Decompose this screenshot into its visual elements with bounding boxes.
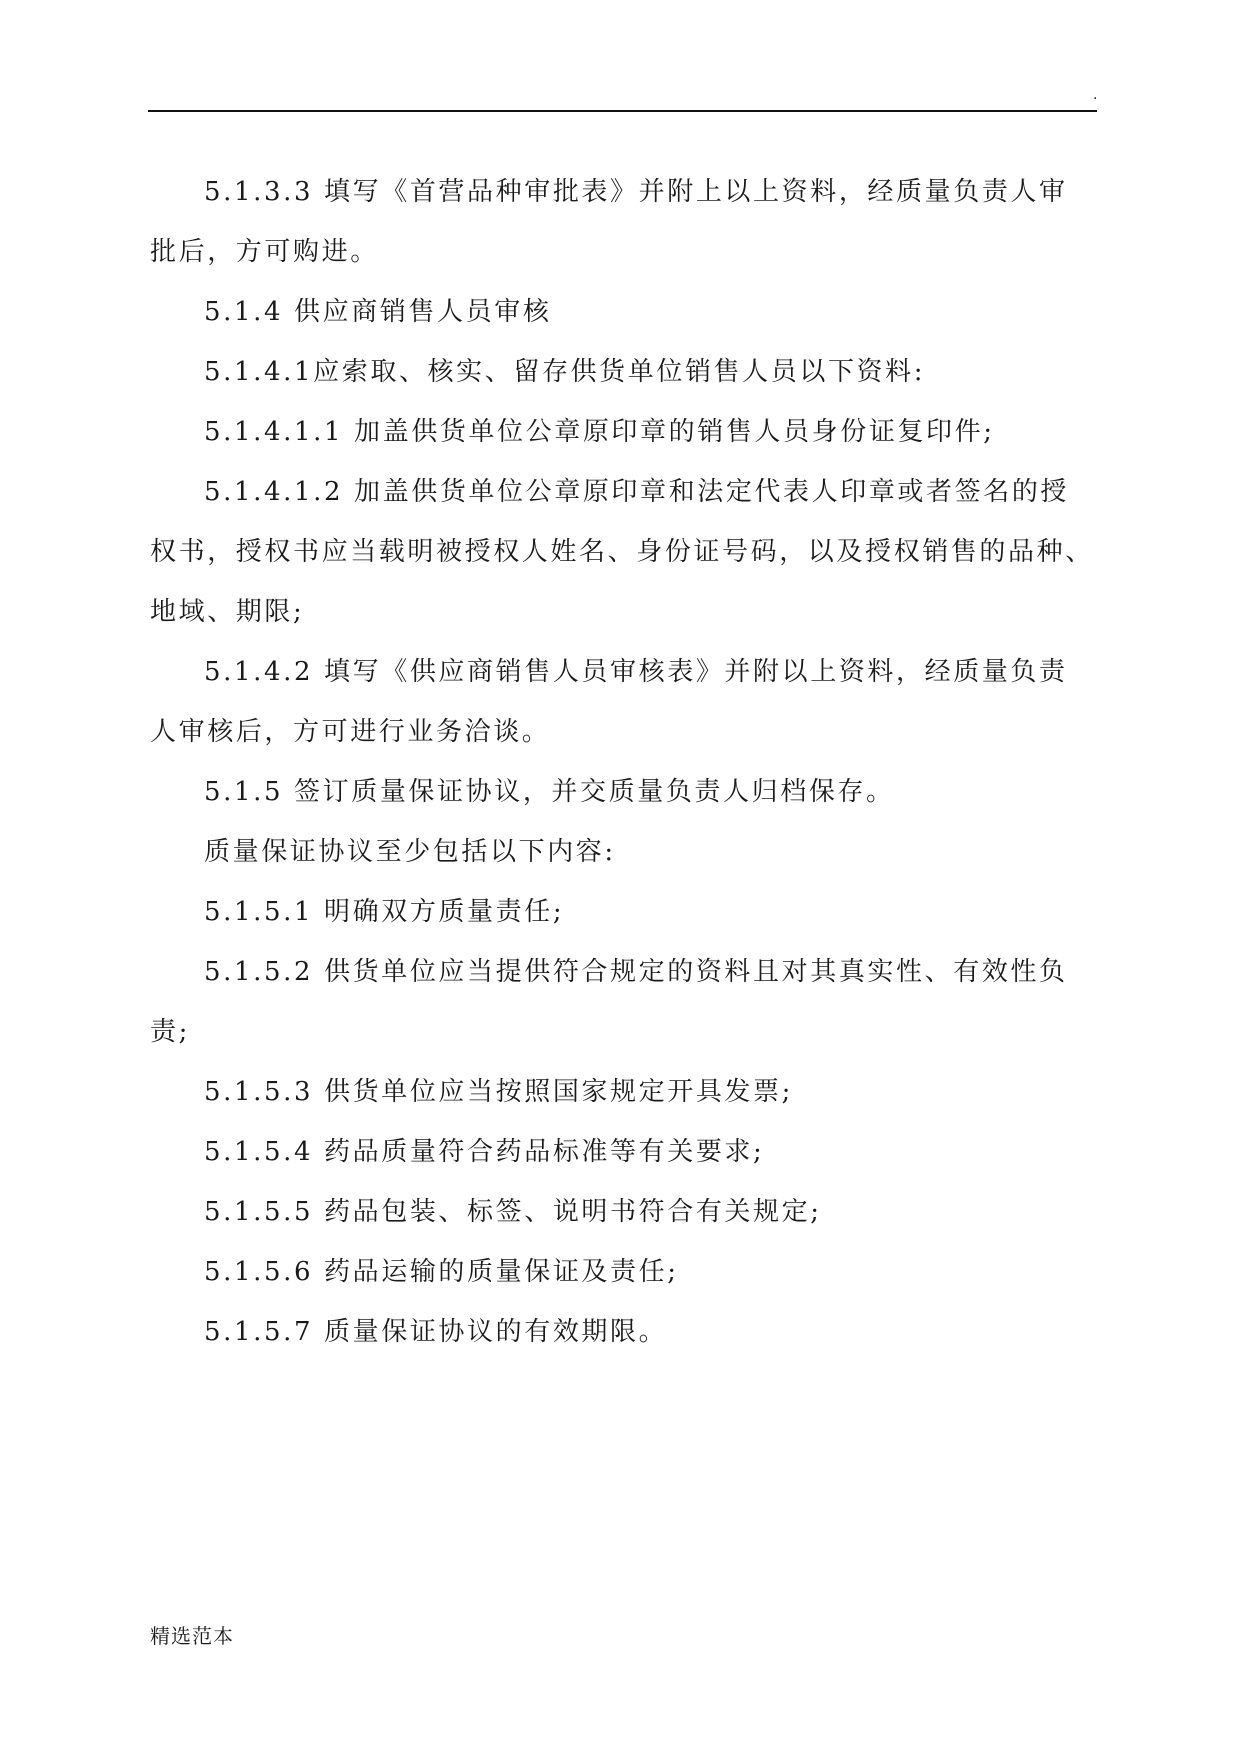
document-body xyxy=(150,172,1094,1372)
paragraph-line: 批后，方可购进。 xyxy=(150,237,379,267)
paragraph-line: 5.1.4.1.1 加盖供货单位公章原印章的销售人员身份证复印件; xyxy=(204,417,995,447)
paragraph-line: 5.1.4.1.2 加盖供货单位公章原印章和法定代表人印章或者签名的授 xyxy=(204,477,1070,507)
paragraph-line: 质量保证协议至少包括以下内容: xyxy=(204,837,616,867)
footer-label: 精选范本 xyxy=(150,1624,234,1648)
paragraph-line: 5.1.5 签订质量保证协议，并交质量负责人归档保存。 xyxy=(204,777,895,807)
paragraph-line: 5.1.5.4 药品质量符合药品标准等有关要求; xyxy=(204,1137,765,1167)
paragraph-line: 5.1.5.5 药品包装、标签、说明书符合有关规定; xyxy=(204,1197,822,1227)
paragraph-line: 5.1.4.1应索取、核实、留存供货单位销售人员以下资料: xyxy=(204,357,926,387)
paragraph-line: 权书，授权书应当载明被授权人姓名、身份证号码，以及授权销售的品种、 xyxy=(150,537,1094,567)
paragraph-line: 5.1.5.1 明确双方质量责任; xyxy=(204,897,565,927)
paragraph-line: 责; xyxy=(150,1017,190,1047)
paragraph-line: 5.1.5.7 质量保证协议的有效期限。 xyxy=(204,1317,668,1347)
paragraph-line: 地域、期限; xyxy=(150,597,305,627)
paragraph-line: 5.1.5.3 供货单位应当按照国家规定开具发票; xyxy=(204,1077,793,1107)
paragraph-line: 5.1.3.3 填写《首营品种审批表》并附上以上资料，经质量负责人审 xyxy=(204,177,1068,207)
paragraph-line: 人审核后，方可进行业务洽谈。 xyxy=(150,717,551,747)
header-rule xyxy=(148,110,1097,112)
paragraph-line: 5.1.5.6 药品运输的质量保证及责任; xyxy=(204,1257,679,1287)
paragraph-line: 5.1.4.2 填写《供应商销售人员审核表》并附以上资料，经质量负责 xyxy=(204,657,1068,687)
header-mark: . xyxy=(1093,87,1098,103)
paragraph-line: 5.1.5.2 供货单位应当提供符合规定的资料且对其真实性、有效性负 xyxy=(204,957,1068,987)
paragraph-line: 5.1.4 供应商销售人员审核 xyxy=(204,297,552,327)
